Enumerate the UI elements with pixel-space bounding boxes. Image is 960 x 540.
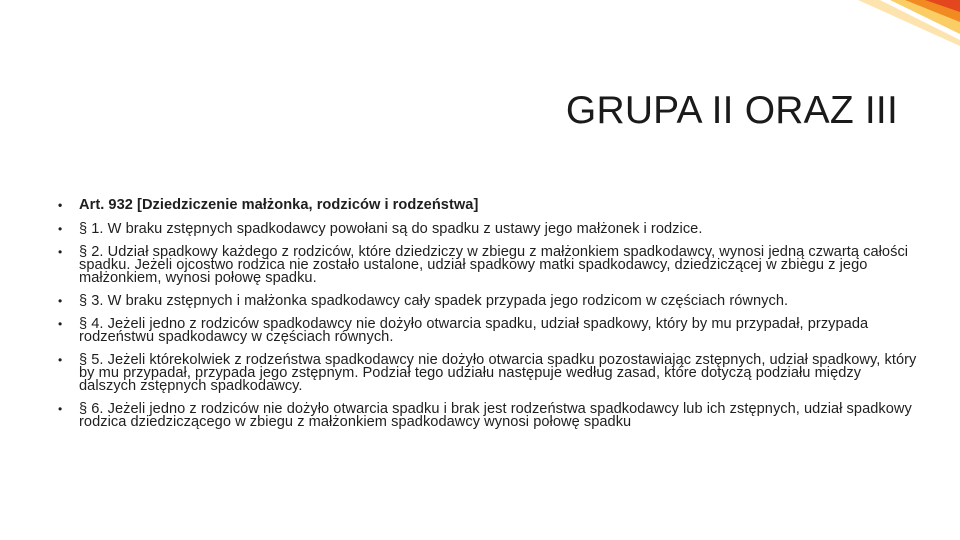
list-item xyxy=(58,351,918,395)
bullet-icon: • xyxy=(58,352,63,367)
paragraph-4: § 4. Jeżeli jedno z rodziców spadkodawcy nie dożyło otwarcia spadku, udział spadkowy, który by mu przypadał, przypada rodzeństwu spadkodawcy w częściach równych. xyxy=(79,315,869,345)
bullet-icon: • xyxy=(58,198,63,212)
paragraph-1: § 1. W braku zstępnych spadkodawcy powołani są do spadku z ustawy jego małżonek i rodzice. xyxy=(79,221,703,238)
paragraph-2: § 2. Udział spadkowy każdego z rodziców, które dziedziczy w zbiegu z małżonkiem spadkodawcy, wynosi jedną czwartą całości spadku. Jeżeli ojcostwo rodzica nie zostało ustalone, udział spadkowy matki spadkodawcy, dziedziczącej w zbiegu z jego małżonkiem, wynosi połowę spadku. xyxy=(79,243,909,287)
bullet-icon: • xyxy=(58,244,63,259)
slide-title: GRUPA II ORAZ III xyxy=(565,89,898,132)
paragraph-5: § 5. Jeżeli którekolwiek z rodzeństwa spadkodawcy nie dożyło otwarcia spadku pozostawiając zstępnych, udział spadkowy, który by mu przypadał, przypada jego zstępnym. Podział tego udziału następuje według zasad, które dotyczą podziału między dalszych zstępnych spadkodawcy. xyxy=(79,351,917,395)
bullet-icon: • xyxy=(58,294,63,309)
corner-decoration xyxy=(0,0,960,60)
bullet-list xyxy=(58,199,918,429)
list-item xyxy=(58,400,918,430)
content-list-container xyxy=(58,199,918,439)
bullet-icon: • xyxy=(58,316,63,331)
list-item xyxy=(58,315,918,345)
paragraph-6: § 6. Jeżeli jedno z rodziców nie dożyło otwarcia spadku i brak jest rodzeństwa spadkodawcy lub ich zstępnych, udział spadkowy rodzica dziedziczącego w zbiegu z małżonkiem spadkodawcy wynosi połowę spadku xyxy=(79,400,912,430)
bullet-icon: • xyxy=(58,401,63,416)
list-item xyxy=(58,223,918,236)
article-heading: Art. 932 [Dziedziczenie małżonka, rodziców i rodzeństwa] xyxy=(79,197,479,213)
list-item xyxy=(58,243,918,287)
list-item xyxy=(58,199,918,212)
bullet-icon: • xyxy=(58,222,63,237)
paragraph-3: § 3. W braku zstępnych i małżonka spadkodawcy cały spadek przypada jego rodzicom w częściach równych. xyxy=(79,293,789,310)
list-item xyxy=(58,295,918,308)
